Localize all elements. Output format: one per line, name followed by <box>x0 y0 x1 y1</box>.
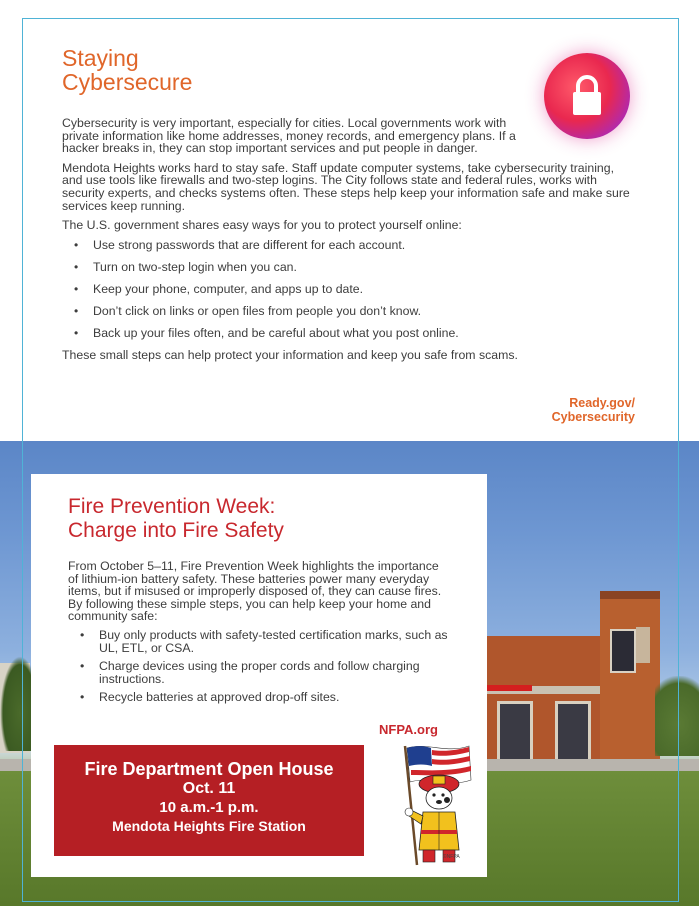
fire-prevention-card <box>31 474 487 877</box>
list-item: • Keep your phone, computer, and apps up to date. <box>62 283 632 296</box>
open-house-date: Oct. 11 <box>182 780 236 797</box>
cybersecurity-title-line1: Staying <box>62 45 139 71</box>
open-house-title: Fire Department Open House <box>84 759 334 779</box>
list-item: • Turn on two-step login when you can. <box>62 261 632 274</box>
mascot-credit: ©NFPA <box>443 854 460 860</box>
list-item: • Back up your files often, and be careful about what you post online. <box>62 327 632 340</box>
cybersecurity-closing: These small steps can help protect your information and keep you safe from scams. <box>62 348 518 363</box>
fire-prevention-body <box>68 560 450 710</box>
fire-safety-tips-list <box>68 629 450 704</box>
nfpa-link[interactable]: NFPA.org <box>379 722 438 737</box>
sparky-mascot-icon <box>387 740 487 870</box>
cybersecurity-paragraph-3: The U.S. government shares easy ways for you to protect yourself online: <box>62 218 462 233</box>
list-item: • Recycle batteries at approved drop-off sites. <box>68 691 450 704</box>
open-house-location: Mendota Heights Fire Station <box>112 818 306 834</box>
fire-prevention-title-line1: Fire Prevention Week: <box>68 495 276 518</box>
ready-gov-link-line2: Cybersecurity <box>551 410 635 424</box>
cybersecurity-title-line2: Cybersecure <box>62 69 193 95</box>
cybersecurity-paragraph-2: Mendota Heights works hard to stay safe. Staff update computer systems, take cybersecurity training, and use tools like firewalls and two-step logins. The City follows state and federal rules, works with security experts, and checks systems often. These steps help keep your information safe and make sure services keep running. <box>62 160 630 213</box>
list-item: • Don’t click on links or open files from people you don’t know. <box>62 305 632 318</box>
cybersecurity-paragraph-1: Cybersecurity is very important, especially for cities. Local governments work with private information like home addresses, money records, and emergency plans. If a hacker breaks in, they can stop important services and put people in danger. <box>62 116 516 156</box>
ready-gov-link-line1: Ready.gov/ <box>569 396 635 410</box>
open-house-banner <box>54 745 364 856</box>
fire-prevention-title-line2: Charge into Fire Safety <box>68 519 284 542</box>
fire-prevention-intro: From October 5–11, Fire Prevention Week highlights the importance of lithium-ion battery safety. These batteries power many everyday items, but if misused or improperly disposed of, they can cause fires. By following these simple steps, you can help keep your home and community safe: <box>68 559 442 624</box>
open-house-time: 10 a.m.-1 p.m. <box>159 799 259 816</box>
list-item: • Charge devices using the proper cords and follow charging instructions. <box>68 660 450 685</box>
fire-prevention-title <box>68 495 284 543</box>
list-item: • Use strong passwords that are different for each account. <box>62 239 632 252</box>
list-item: • Buy only products with safety-tested certification marks, such as UL, ETL, or CSA. <box>68 629 450 654</box>
